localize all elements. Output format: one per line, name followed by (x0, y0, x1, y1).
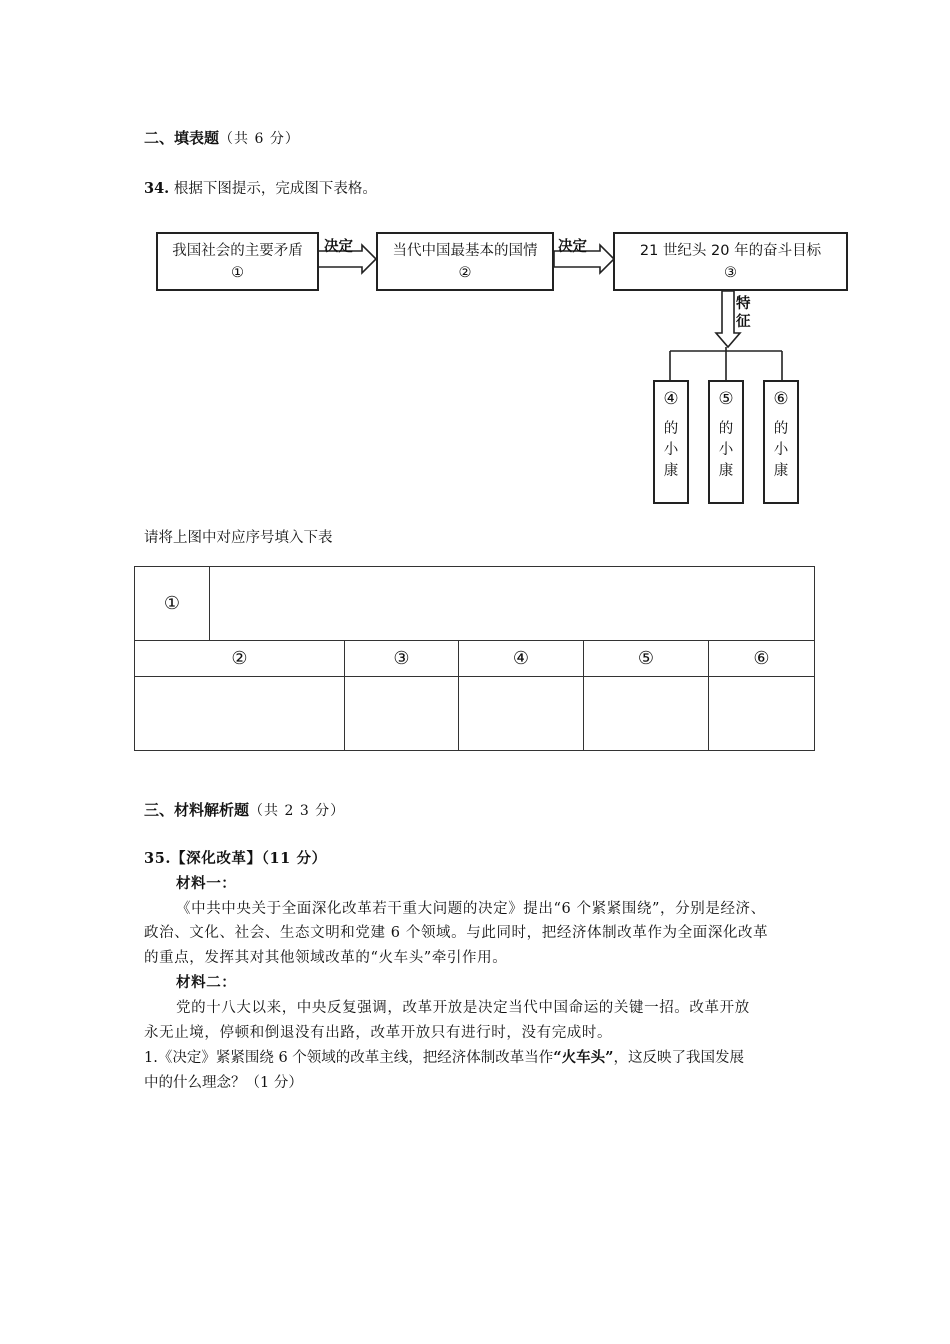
box1-label: 我国社会的主要矛盾 (172, 243, 303, 259)
section-3-title (144, 799, 345, 820)
header-cell-4: ④ (459, 641, 584, 677)
section-2-heading: 二、填表题 (144, 129, 220, 147)
feature-5-char-2: 小 (718, 442, 734, 458)
answer-cell-4[interactable] (459, 677, 584, 751)
arrow2-label: 决定 (558, 239, 587, 255)
material-1-line-3: 的重点，发挥其对其他领域改革的“火车头”牵引作用。 (144, 950, 508, 966)
feature-label (736, 295, 751, 331)
question-35-title: 35.【深化改革】（11 分） (144, 850, 327, 867)
material-1-line-2: 政治、文化、社会、生态文明和党建 6 个领域。与此同时，把经济体制改革作为全面深化改革 (144, 925, 769, 941)
feature-6-char-2: 小 (773, 442, 789, 458)
header-cell-3: ③ (345, 641, 459, 677)
material-2-title: 材料二： (176, 974, 237, 991)
box2-number: ② (458, 265, 472, 281)
section-2-score: （共 6 分） (219, 131, 300, 147)
feature-6-char-3: 康 (773, 463, 789, 479)
material-1-line-1: 《中共中央关于全面深化改革若干重大问题的决定》提出“6 个紧紧围绕”，分别是经济、 (176, 901, 766, 917)
row1-label-cell: ① (135, 567, 210, 641)
sub-question-1-part-c: ，这反映了我国发展 (613, 1050, 744, 1066)
material-2-line-2: 永无止境，停顿和倒退没有出路，改革开放只有进行时，没有完成时。 (144, 1025, 613, 1041)
feature-5-char-3: 康 (718, 463, 734, 479)
feature-4-number: ④ (663, 389, 679, 409)
question-34-text: 根据下图提示，完成图下表格。 (173, 181, 377, 197)
header-cell-2: ② (135, 641, 345, 677)
feature-4-char-2: 小 (663, 442, 679, 458)
box-feature-5 (708, 380, 744, 504)
feature-5-number: ⑤ (718, 389, 734, 409)
section-3-score: （共 2 3 分） (249, 803, 346, 819)
sub-question-1 (144, 1046, 744, 1070)
box-feature-6 (763, 380, 799, 504)
box-main-contradiction (156, 232, 319, 291)
sub-question-1-part-a: 1.《决定》紧紧围绕 6 个领域的改革主线，把经济体制改革当作 (144, 1050, 554, 1066)
answer-cell-3[interactable] (345, 677, 459, 751)
feature-6-char-1: 的 (773, 421, 789, 437)
section-3-heading: 三、材料解析题 (144, 801, 250, 819)
question-34-number: 34. (144, 180, 170, 197)
answer-cell-6[interactable] (709, 677, 815, 751)
table-instruction: 请将上图中对应序号填入下表 (144, 530, 333, 546)
table-answer-row (135, 677, 815, 751)
material-1-title: 材料一： (176, 875, 237, 892)
sub-question-1-keyword: “火车头” (553, 1049, 614, 1066)
box3-number: ③ (724, 265, 737, 281)
feature-4-char-3: 康 (663, 463, 679, 479)
table-row-1 (135, 567, 815, 641)
table-header-row (135, 641, 815, 677)
answer-cell-2[interactable] (135, 677, 345, 751)
box-goal (613, 232, 848, 291)
header-cell-5: ⑤ (584, 641, 709, 677)
question-34 (144, 177, 377, 198)
row1-answer-cell[interactable] (210, 567, 815, 641)
answer-cell-5[interactable] (584, 677, 709, 751)
arrow1-label: 决定 (324, 239, 353, 255)
concept-diagram (150, 225, 850, 510)
box-feature-4 (653, 380, 689, 504)
feature-label-1: 特 (736, 296, 751, 312)
feature-4-char-1: 的 (663, 421, 679, 437)
feature-label-2: 征 (736, 314, 751, 330)
feature-5-char-1: 的 (718, 421, 734, 437)
box-basic-condition (376, 232, 554, 291)
feature-6-number: ⑥ (773, 389, 789, 409)
box3-label: 21 世纪头 20 年的奋斗目标 (639, 243, 822, 259)
sub-question-1-line-2: 中的什么理念？（1 分） (144, 1075, 303, 1091)
box1-number: ① (231, 265, 244, 281)
header-cell-6: ⑥ (709, 641, 815, 677)
box2-label: 当代中国最基本的国情 (392, 243, 538, 259)
material-2-line-1: 党的十八大以来，中央反复强调，改革开放是决定当代中国命运的关键一招。改革开放 (176, 1000, 750, 1016)
section-2-title (144, 127, 300, 148)
answer-table (134, 566, 815, 751)
